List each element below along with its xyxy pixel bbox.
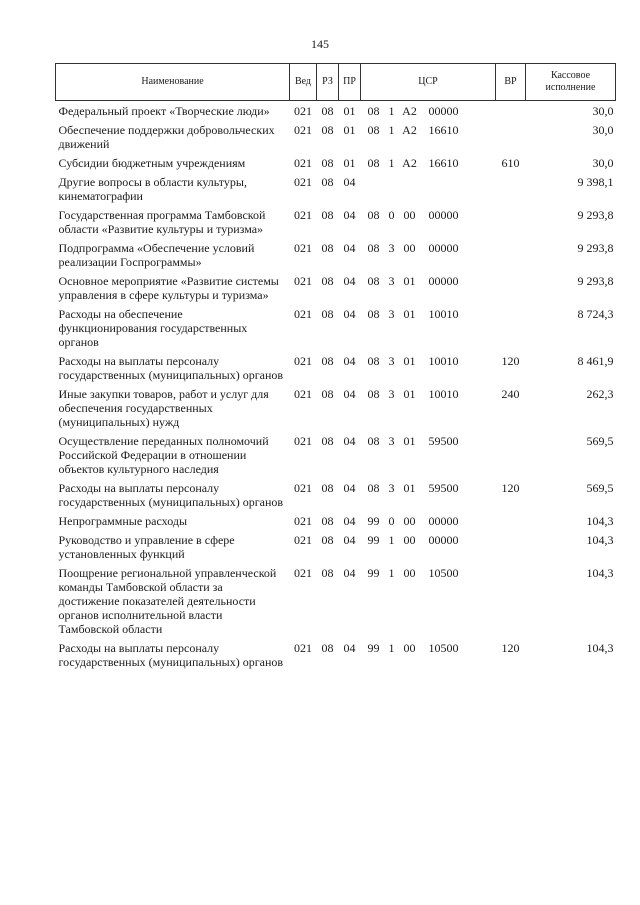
csr-segment-2: 3 bbox=[388, 274, 395, 288]
row-amount: 104,3 bbox=[586, 641, 614, 655]
row-vr bbox=[496, 271, 526, 304]
row-vr bbox=[496, 431, 526, 478]
csr-segment-4: 00000 bbox=[428, 208, 459, 222]
csr-segment-2: 0 bbox=[388, 514, 395, 528]
header-rz: РЗ bbox=[317, 64, 339, 101]
row-ved: 021 bbox=[294, 354, 312, 368]
row-csr bbox=[361, 638, 496, 671]
table-row bbox=[56, 431, 616, 478]
table-row bbox=[56, 478, 616, 511]
csr-segment-1: 08 bbox=[367, 307, 380, 321]
csr-segment-3: 00 bbox=[403, 208, 416, 222]
row-pr: 04 bbox=[343, 274, 356, 288]
csr-segment-2: 3 bbox=[388, 241, 395, 255]
csr-code bbox=[363, 123, 494, 137]
csr-segment-2: 1 bbox=[388, 123, 395, 137]
csr-segment-1: 08 bbox=[367, 104, 380, 118]
table-row bbox=[56, 271, 616, 304]
table-row bbox=[56, 638, 616, 671]
csr-segment-4: 00000 bbox=[428, 241, 459, 255]
row-csr bbox=[361, 101, 496, 121]
table-row bbox=[56, 511, 616, 530]
row-pr: 04 bbox=[343, 208, 356, 222]
header-vr: ВР bbox=[496, 64, 526, 101]
row-name: Обеспечение поддержки добровольческих движений bbox=[58, 123, 275, 151]
csr-segment-4: 10010 bbox=[428, 307, 459, 321]
row-vr bbox=[496, 172, 526, 205]
header-amount: Кассовое исполнение bbox=[526, 64, 616, 101]
row-ved: 021 bbox=[294, 387, 312, 401]
row-amount: 9 293,8 bbox=[577, 208, 614, 222]
row-ved: 021 bbox=[294, 307, 312, 321]
csr-code bbox=[363, 533, 494, 547]
row-amount: 569,5 bbox=[586, 481, 614, 495]
csr-code bbox=[363, 104, 494, 118]
row-pr: 04 bbox=[343, 566, 356, 580]
csr-segment-1: 99 bbox=[367, 641, 380, 655]
csr-segment-4: 10010 bbox=[428, 387, 459, 401]
row-name: Подпрограмма «Обеспечение условий реализации Госпрограммы» bbox=[58, 241, 255, 269]
csr-segment-3: 01 bbox=[403, 434, 416, 448]
row-rz: 08 bbox=[321, 307, 334, 321]
row-vr: 120 bbox=[501, 481, 520, 495]
csr-segment-4: 59500 bbox=[428, 434, 459, 448]
csr-segment-1: 99 bbox=[367, 533, 380, 547]
row-ved: 021 bbox=[294, 533, 312, 547]
csr-segment-4: 00000 bbox=[428, 514, 459, 528]
csr-segment-3: 01 bbox=[403, 354, 416, 368]
row-ved: 021 bbox=[294, 481, 312, 495]
csr-segment-3: 01 bbox=[403, 387, 416, 401]
row-rz: 08 bbox=[321, 241, 334, 255]
row-name: Другие вопросы в области культуры, кинематографии bbox=[58, 175, 247, 203]
row-ved: 021 bbox=[294, 274, 312, 288]
row-pr: 04 bbox=[343, 387, 356, 401]
row-ved: 021 bbox=[294, 104, 312, 118]
csr-segment-1: 99 bbox=[367, 566, 380, 580]
row-name: Федеральный проект «Творческие люди» bbox=[58, 104, 270, 118]
csr-segment-2: 3 bbox=[388, 307, 395, 321]
row-vr bbox=[496, 511, 526, 530]
csr-segment-2: 1 bbox=[388, 104, 395, 118]
row-amount: 569,5 bbox=[586, 434, 614, 448]
table-row bbox=[56, 304, 616, 351]
row-rz: 08 bbox=[321, 156, 334, 170]
row-amount: 262,3 bbox=[586, 387, 614, 401]
row-amount: 30,0 bbox=[592, 104, 614, 118]
csr-code bbox=[363, 387, 494, 401]
csr-segment-4: 59500 bbox=[428, 481, 459, 495]
csr-segment-1: 99 bbox=[367, 514, 380, 528]
csr-segment-3: A2 bbox=[402, 123, 417, 137]
csr-segment-2: 3 bbox=[388, 387, 395, 401]
row-vr: 120 bbox=[501, 641, 520, 655]
row-csr bbox=[361, 271, 496, 304]
csr-segment-2: 3 bbox=[388, 354, 395, 368]
row-ved: 021 bbox=[294, 514, 312, 528]
row-ved: 021 bbox=[294, 434, 312, 448]
header-pr: ПР bbox=[339, 64, 361, 101]
row-rz: 08 bbox=[321, 274, 334, 288]
row-name: Непрограммные расходы bbox=[58, 514, 188, 528]
row-pr: 04 bbox=[343, 307, 356, 321]
row-csr bbox=[361, 431, 496, 478]
csr-segment-2: 0 bbox=[388, 208, 395, 222]
row-ved: 021 bbox=[294, 123, 312, 137]
row-pr: 01 bbox=[343, 123, 356, 137]
row-ved: 021 bbox=[294, 156, 312, 170]
row-pr: 04 bbox=[343, 514, 356, 528]
row-ved: 021 bbox=[294, 208, 312, 222]
row-pr: 04 bbox=[343, 481, 356, 495]
csr-code bbox=[363, 354, 494, 368]
csr-code bbox=[363, 208, 494, 222]
table-row bbox=[56, 238, 616, 271]
row-rz: 08 bbox=[321, 566, 334, 580]
row-pr: 04 bbox=[343, 354, 356, 368]
row-ved: 021 bbox=[294, 566, 312, 580]
csr-segment-3: 00 bbox=[403, 566, 416, 580]
page-number: 145 bbox=[311, 37, 329, 51]
csr-segment-4: 16610 bbox=[428, 123, 459, 137]
csr-segment-3: 00 bbox=[403, 533, 416, 547]
csr-segment-1: 08 bbox=[367, 434, 380, 448]
row-name: Основное мероприятие «Развитие системы управления в сфере культуры и туризма» bbox=[58, 274, 279, 302]
row-csr bbox=[361, 172, 496, 205]
row-amount: 104,3 bbox=[586, 566, 614, 580]
csr-segment-3: 01 bbox=[403, 307, 416, 321]
budget-execution-table bbox=[55, 63, 616, 671]
row-ved: 021 bbox=[294, 641, 312, 655]
row-rz: 08 bbox=[321, 208, 334, 222]
row-rz: 08 bbox=[321, 481, 334, 495]
row-name: Расходы на выплаты персоналу государственных (муниципальных) органов bbox=[58, 481, 284, 509]
csr-segment-2: 1 bbox=[388, 641, 395, 655]
header-ved: Вед bbox=[290, 64, 317, 101]
row-name: Расходы на выплаты персоналу государственных (муниципальных) органов bbox=[58, 354, 284, 382]
row-name: Государственная программа Тамбовской области «Развитие культуры и туризма» bbox=[58, 208, 266, 236]
header-name: Наименование bbox=[56, 64, 290, 101]
csr-segment-3: A2 bbox=[402, 104, 417, 118]
csr-segment-1: 08 bbox=[367, 156, 380, 170]
row-vr bbox=[496, 530, 526, 563]
row-pr: 01 bbox=[343, 104, 356, 118]
csr-segment-1: 08 bbox=[367, 123, 380, 137]
row-name: Осуществление переданных полномочий Российской Федерации в отношении объектов культурного наследия bbox=[58, 434, 269, 476]
row-ved: 021 bbox=[294, 175, 312, 189]
row-pr: 04 bbox=[343, 434, 356, 448]
csr-code bbox=[363, 514, 494, 528]
row-vr bbox=[496, 563, 526, 638]
row-pr: 04 bbox=[343, 533, 356, 547]
table-row bbox=[56, 120, 616, 153]
csr-segment-1: 08 bbox=[367, 208, 380, 222]
row-csr bbox=[361, 511, 496, 530]
row-rz: 08 bbox=[321, 387, 334, 401]
row-vr bbox=[496, 120, 526, 153]
row-csr bbox=[361, 530, 496, 563]
row-vr bbox=[496, 238, 526, 271]
csr-segment-3: 00 bbox=[403, 641, 416, 655]
row-csr bbox=[361, 120, 496, 153]
csr-segment-3: 01 bbox=[403, 481, 416, 495]
row-csr bbox=[361, 384, 496, 431]
row-csr bbox=[361, 238, 496, 271]
csr-segment-1: 08 bbox=[367, 241, 380, 255]
row-vr bbox=[496, 304, 526, 351]
csr-segment-4: 00000 bbox=[428, 104, 459, 118]
table-row bbox=[56, 384, 616, 431]
row-amount: 8 461,9 bbox=[577, 354, 614, 368]
csr-segment-3: 00 bbox=[403, 241, 416, 255]
row-pr: 04 bbox=[343, 641, 356, 655]
row-amount: 8 724,3 bbox=[577, 307, 614, 321]
csr-segment-2: 3 bbox=[388, 434, 395, 448]
row-amount: 104,3 bbox=[586, 533, 614, 547]
row-amount: 104,3 bbox=[586, 514, 614, 528]
row-csr bbox=[361, 478, 496, 511]
table-row bbox=[56, 101, 616, 121]
row-rz: 08 bbox=[321, 104, 334, 118]
row-rz: 08 bbox=[321, 354, 334, 368]
row-vr: 610 bbox=[501, 156, 520, 170]
csr-segment-3: 00 bbox=[403, 514, 416, 528]
row-name: Расходы на обеспечение функционирования государственных органов bbox=[58, 307, 248, 349]
csr-code bbox=[363, 307, 494, 321]
row-pr: 01 bbox=[343, 156, 356, 170]
csr-segment-2: 1 bbox=[388, 156, 395, 170]
row-amount: 30,0 bbox=[592, 123, 614, 137]
row-name: Субсидии бюджетным учреждениям bbox=[58, 156, 246, 170]
csr-segment-3: A2 bbox=[402, 156, 417, 170]
row-pr: 04 bbox=[343, 241, 356, 255]
csr-segment-4: 10500 bbox=[428, 566, 459, 580]
row-csr bbox=[361, 153, 496, 172]
row-amount: 9 293,8 bbox=[577, 241, 614, 255]
csr-code bbox=[363, 641, 494, 655]
row-vr bbox=[496, 205, 526, 238]
row-name: Поощрение региональной управленческой команды Тамбовской области за достижение показателей деятельности органов исполнительной власти Тамбовской области bbox=[58, 566, 277, 636]
csr-segment-2: 3 bbox=[388, 481, 395, 495]
row-rz: 08 bbox=[321, 641, 334, 655]
row-csr bbox=[361, 304, 496, 351]
row-pr: 04 bbox=[343, 175, 356, 189]
table-row bbox=[56, 530, 616, 563]
row-amount: 30,0 bbox=[592, 156, 614, 170]
row-name: Руководство и управление в сфере установленных функций bbox=[58, 533, 235, 561]
row-rz: 08 bbox=[321, 175, 334, 189]
row-name: Иные закупки товаров, работ и услуг для обеспечения государственных (муниципальных) нужд bbox=[58, 387, 269, 429]
row-vr bbox=[496, 101, 526, 121]
csr-segment-1: 08 bbox=[367, 387, 380, 401]
csr-code bbox=[363, 241, 494, 255]
csr-code bbox=[363, 156, 494, 170]
table-row bbox=[56, 351, 616, 384]
row-name: Расходы на выплаты персоналу государственных (муниципальных) органов bbox=[58, 641, 284, 669]
row-rz: 08 bbox=[321, 123, 334, 137]
csr-segment-2: 1 bbox=[388, 566, 395, 580]
row-rz: 08 bbox=[321, 514, 334, 528]
csr-segment-1: 08 bbox=[367, 274, 380, 288]
csr-segment-3: 01 bbox=[403, 274, 416, 288]
row-csr bbox=[361, 351, 496, 384]
csr-segment-1: 08 bbox=[367, 481, 380, 495]
row-amount: 9 293,8 bbox=[577, 274, 614, 288]
csr-code bbox=[363, 481, 494, 495]
row-rz: 08 bbox=[321, 533, 334, 547]
row-vr: 120 bbox=[501, 354, 520, 368]
csr-segment-4: 16610 bbox=[428, 156, 459, 170]
table-row bbox=[56, 205, 616, 238]
table-row bbox=[56, 172, 616, 205]
csr-segment-4: 10010 bbox=[428, 354, 459, 368]
csr-segment-2: 1 bbox=[388, 533, 395, 547]
table-row bbox=[56, 153, 616, 172]
csr-segment-4: 00000 bbox=[428, 533, 459, 547]
row-amount: 9 398,1 bbox=[577, 175, 614, 189]
table-header-row bbox=[56, 64, 616, 101]
csr-segment-4: 10500 bbox=[428, 641, 459, 655]
row-rz: 08 bbox=[321, 434, 334, 448]
csr-code bbox=[363, 274, 494, 288]
table-row bbox=[56, 563, 616, 638]
row-vr: 240 bbox=[501, 387, 520, 401]
csr-segment-1: 08 bbox=[367, 354, 380, 368]
row-csr bbox=[361, 205, 496, 238]
header-csr: ЦСР bbox=[361, 64, 496, 101]
csr-segment-4: 00000 bbox=[428, 274, 459, 288]
csr-code bbox=[363, 566, 494, 580]
row-csr bbox=[361, 563, 496, 638]
row-ved: 021 bbox=[294, 241, 312, 255]
csr-code bbox=[363, 434, 494, 448]
